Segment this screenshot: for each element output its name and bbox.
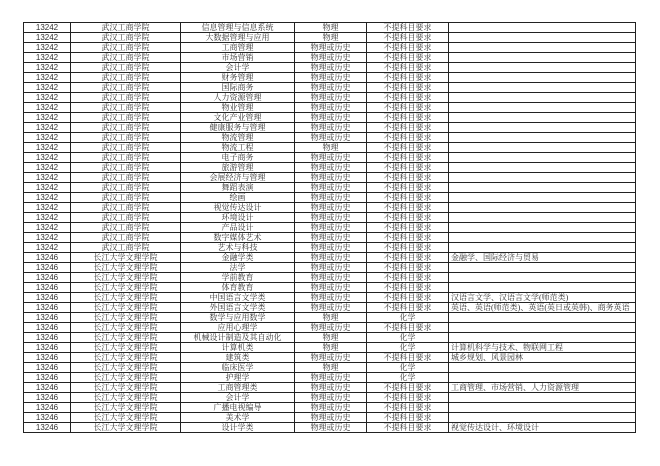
- institution-code-cell: 13242: [24, 223, 71, 233]
- institution-name-cell: 武汉工商学院: [71, 103, 181, 113]
- second-subject-requirement-cell: 不提科目要求: [367, 413, 449, 423]
- second-subject-requirement-cell: 不提科目要求: [367, 63, 449, 73]
- institution-code-cell: 13246: [24, 283, 71, 293]
- table-row: [24, 143, 636, 153]
- major-name-cell: 工商管理: [181, 43, 295, 53]
- major-name-cell: 会展经济与管理: [181, 173, 295, 183]
- institution-code-cell: 13246: [24, 293, 71, 303]
- institution-code-cell: 13246: [24, 363, 71, 373]
- first-subject-requirement-cell: 物理或历史: [295, 353, 367, 363]
- institution-code-cell: 13242: [24, 203, 71, 213]
- institution-code-cell: 13242: [24, 243, 71, 253]
- second-subject-requirement-cell: 不提科目要求: [367, 393, 449, 403]
- institution-code-cell: 13246: [24, 383, 71, 393]
- table-row: [24, 383, 636, 393]
- included-majors-note-cell: [449, 323, 636, 333]
- table-row: [24, 123, 636, 133]
- first-subject-requirement-cell: 物理或历史: [295, 103, 367, 113]
- institution-code-cell: 13242: [24, 153, 71, 163]
- major-name-cell: 会计学: [181, 393, 295, 403]
- first-subject-requirement-cell: 物理或历史: [295, 193, 367, 203]
- institution-name-cell: 长江大学文理学院: [71, 283, 181, 293]
- major-name-cell: 中国语言文学类: [181, 293, 295, 303]
- table-row: [24, 83, 636, 93]
- institution-name-cell: 武汉工商学院: [71, 173, 181, 183]
- first-subject-requirement-cell: 物理或历史: [295, 93, 367, 103]
- second-subject-requirement-cell: 不提科目要求: [367, 23, 449, 33]
- institution-name-cell: 武汉工商学院: [71, 113, 181, 123]
- institution-code-cell: 13242: [24, 133, 71, 143]
- major-name-cell: 计算机类: [181, 343, 295, 353]
- major-name-cell: 物流管理: [181, 133, 295, 143]
- institution-name-cell: 武汉工商学院: [71, 123, 181, 133]
- second-subject-requirement-cell: 不提科目要求: [367, 243, 449, 253]
- included-majors-note-cell: [449, 233, 636, 243]
- second-subject-requirement-cell: 不提科目要求: [367, 73, 449, 83]
- included-majors-note-cell: [449, 183, 636, 193]
- major-name-cell: 艺术与科技: [181, 243, 295, 253]
- included-majors-note-cell: [449, 143, 636, 153]
- major-name-cell: 产品设计: [181, 223, 295, 233]
- first-subject-requirement-cell: 物理或历史: [295, 283, 367, 293]
- included-majors-note-cell: 英语、英语(师范类)、英语(英日或英韩)、商务英语: [449, 303, 636, 313]
- major-name-cell: 市场营销: [181, 53, 295, 63]
- second-subject-requirement-cell: 不提科目要求: [367, 193, 449, 203]
- table-row: [24, 413, 636, 423]
- second-subject-requirement-cell: 不提科目要求: [367, 213, 449, 223]
- institution-code-cell: 13246: [24, 413, 71, 423]
- institution-code-cell: 13246: [24, 333, 71, 343]
- second-subject-requirement-cell: 化学: [367, 363, 449, 373]
- first-subject-requirement-cell: 物理或历史: [295, 303, 367, 313]
- institution-name-cell: 长江大学文理学院: [71, 273, 181, 283]
- institution-code-cell: 13246: [24, 313, 71, 323]
- first-subject-requirement-cell: 物理或历史: [295, 253, 367, 263]
- second-subject-requirement-cell: 不提科目要求: [367, 183, 449, 193]
- major-name-cell: 应用心理学: [181, 323, 295, 333]
- included-majors-note-cell: [449, 63, 636, 73]
- second-subject-requirement-cell: 化学: [367, 333, 449, 343]
- included-majors-note-cell: [449, 153, 636, 163]
- first-subject-requirement-cell: 物理或历史: [295, 153, 367, 163]
- major-name-cell: 美术学: [181, 413, 295, 423]
- institution-name-cell: 武汉工商学院: [71, 233, 181, 243]
- institution-code-cell: 13242: [24, 193, 71, 203]
- first-subject-requirement-cell: 物理或历史: [295, 53, 367, 63]
- first-subject-requirement-cell: 物理或历史: [295, 243, 367, 253]
- second-subject-requirement-cell: 不提科目要求: [367, 423, 449, 433]
- table-row: [24, 43, 636, 53]
- institution-name-cell: 长江大学文理学院: [71, 403, 181, 413]
- second-subject-requirement-cell: 不提科目要求: [367, 103, 449, 113]
- second-subject-requirement-cell: 不提科目要求: [367, 263, 449, 273]
- table-row: [24, 393, 636, 403]
- included-majors-note-cell: [449, 273, 636, 283]
- institution-name-cell: 武汉工商学院: [71, 23, 181, 33]
- first-subject-requirement-cell: 物理: [295, 343, 367, 353]
- institution-code-cell: 13246: [24, 373, 71, 383]
- major-name-cell: 建筑类: [181, 353, 295, 363]
- institution-name-cell: 武汉工商学院: [71, 183, 181, 193]
- institution-code-cell: 13242: [24, 23, 71, 33]
- first-subject-requirement-cell: 物理: [295, 363, 367, 373]
- first-subject-requirement-cell: 物理: [295, 33, 367, 43]
- first-subject-requirement-cell: 物理或历史: [295, 83, 367, 93]
- table-row: [24, 193, 636, 203]
- included-majors-note-cell: [449, 393, 636, 403]
- institution-name-cell: 武汉工商学院: [71, 163, 181, 173]
- institution-name-cell: 长江大学文理学院: [71, 363, 181, 373]
- institution-name-cell: 长江大学文理学院: [71, 303, 181, 313]
- first-subject-requirement-cell: 物理或历史: [295, 223, 367, 233]
- institution-code-cell: 13242: [24, 213, 71, 223]
- major-name-cell: 机械设计制造及其自动化: [181, 333, 295, 343]
- major-name-cell: 设计学类: [181, 423, 295, 433]
- table-row: [24, 153, 636, 163]
- first-subject-requirement-cell: 物理: [295, 23, 367, 33]
- major-name-cell: 信息管理与信息系统: [181, 23, 295, 33]
- second-subject-requirement-cell: 不提科目要求: [367, 113, 449, 123]
- first-subject-requirement-cell: 物理或历史: [295, 393, 367, 403]
- table-row: [24, 133, 636, 143]
- second-subject-requirement-cell: 不提科目要求: [367, 133, 449, 143]
- first-subject-requirement-cell: 物理或历史: [295, 423, 367, 433]
- table-row: [24, 173, 636, 183]
- institution-code-cell: 13242: [24, 33, 71, 43]
- institution-name-cell: 武汉工商学院: [71, 73, 181, 83]
- second-subject-requirement-cell: 化学: [367, 373, 449, 383]
- institution-name-cell: 武汉工商学院: [71, 213, 181, 223]
- major-name-cell: 临床医学: [181, 363, 295, 373]
- included-majors-note-cell: [449, 33, 636, 43]
- major-name-cell: 环境设计: [181, 213, 295, 223]
- table-row: [24, 213, 636, 223]
- institution-code-cell: 13242: [24, 173, 71, 183]
- first-subject-requirement-cell: 物理或历史: [295, 73, 367, 83]
- institution-name-cell: 武汉工商学院: [71, 83, 181, 93]
- first-subject-requirement-cell: 物理或历史: [295, 403, 367, 413]
- first-subject-requirement-cell: 物理或历史: [295, 413, 367, 423]
- major-name-cell: 国际商务: [181, 83, 295, 93]
- second-subject-requirement-cell: 化学: [367, 343, 449, 353]
- included-majors-note-cell: 金融学、国际经济与贸易: [449, 253, 636, 263]
- second-subject-requirement-cell: 不提科目要求: [367, 353, 449, 363]
- included-majors-note-cell: [449, 363, 636, 373]
- major-name-cell: 广播电视编导: [181, 403, 295, 413]
- first-subject-requirement-cell: 物理或历史: [295, 373, 367, 383]
- first-subject-requirement-cell: 物理或历史: [295, 273, 367, 283]
- major-name-cell: 财务管理: [181, 73, 295, 83]
- included-majors-note-cell: [449, 213, 636, 223]
- first-subject-requirement-cell: 物理或历史: [295, 233, 367, 243]
- institution-code-cell: 13246: [24, 353, 71, 363]
- included-majors-note-cell: [449, 263, 636, 273]
- second-subject-requirement-cell: 不提科目要求: [367, 143, 449, 153]
- included-majors-note-cell: [449, 373, 636, 383]
- included-majors-note-cell: 城乡规划、风景园林: [449, 353, 636, 363]
- institution-name-cell: 武汉工商学院: [71, 153, 181, 163]
- second-subject-requirement-cell: 不提科目要求: [367, 223, 449, 233]
- table-row: [24, 253, 636, 263]
- table-row: [24, 293, 636, 303]
- second-subject-requirement-cell: 不提科目要求: [367, 273, 449, 283]
- major-name-cell: 护理学: [181, 373, 295, 383]
- included-majors-note-cell: [449, 193, 636, 203]
- institution-name-cell: 长江大学文理学院: [71, 323, 181, 333]
- institution-name-cell: 长江大学文理学院: [71, 353, 181, 363]
- institution-name-cell: 长江大学文理学院: [71, 253, 181, 263]
- major-name-cell: 学前教育: [181, 273, 295, 283]
- institution-name-cell: 武汉工商学院: [71, 33, 181, 43]
- institution-code-cell: 13246: [24, 303, 71, 313]
- included-majors-note-cell: [449, 223, 636, 233]
- table-row: [24, 53, 636, 63]
- table-row: [24, 33, 636, 43]
- first-subject-requirement-cell: 物理或历史: [295, 203, 367, 213]
- institution-code-cell: 13246: [24, 343, 71, 353]
- institution-code-cell: 13246: [24, 393, 71, 403]
- institution-code-cell: 13242: [24, 53, 71, 63]
- included-majors-note-cell: 计算机科学与技术、物联网工程: [449, 343, 636, 353]
- table-row: [24, 403, 636, 413]
- major-name-cell: 会计学: [181, 63, 295, 73]
- included-majors-note-cell: [449, 83, 636, 93]
- second-subject-requirement-cell: 不提科目要求: [367, 323, 449, 333]
- table-row: [24, 323, 636, 333]
- institution-code-cell: 13242: [24, 233, 71, 243]
- table-row: [24, 353, 636, 363]
- institution-name-cell: 武汉工商学院: [71, 63, 181, 73]
- table-body: [24, 23, 636, 433]
- table-row: [24, 273, 636, 283]
- institution-code-cell: 13242: [24, 163, 71, 173]
- table-row: [24, 23, 636, 33]
- included-majors-note-cell: [449, 73, 636, 83]
- first-subject-requirement-cell: 物理: [295, 143, 367, 153]
- second-subject-requirement-cell: 不提科目要求: [367, 203, 449, 213]
- institution-code-cell: 13246: [24, 323, 71, 333]
- included-majors-note-cell: [449, 313, 636, 323]
- included-majors-note-cell: [449, 133, 636, 143]
- second-subject-requirement-cell: 不提科目要求: [367, 163, 449, 173]
- second-subject-requirement-cell: 不提科目要求: [367, 43, 449, 53]
- included-majors-note-cell: [449, 203, 636, 213]
- first-subject-requirement-cell: 物理或历史: [295, 263, 367, 273]
- second-subject-requirement-cell: 不提科目要求: [367, 83, 449, 93]
- institution-name-cell: 武汉工商学院: [71, 243, 181, 253]
- institution-code-cell: 13242: [24, 83, 71, 93]
- first-subject-requirement-cell: 物理或历史: [295, 183, 367, 193]
- institution-name-cell: 武汉工商学院: [71, 203, 181, 213]
- table-row: [24, 243, 636, 253]
- major-name-cell: 大数据管理与应用: [181, 33, 295, 43]
- second-subject-requirement-cell: 不提科目要求: [367, 293, 449, 303]
- included-majors-note-cell: 汉语言文学、汉语言文学(师范类): [449, 293, 636, 303]
- major-name-cell: 视觉传达设计: [181, 203, 295, 213]
- major-name-cell: 电子商务: [181, 153, 295, 163]
- included-majors-note-cell: [449, 333, 636, 343]
- second-subject-requirement-cell: 不提科目要求: [367, 303, 449, 313]
- major-name-cell: 工商管理类: [181, 383, 295, 393]
- major-name-cell: 金融学类: [181, 253, 295, 263]
- table-row: [24, 373, 636, 383]
- table-row: [24, 203, 636, 213]
- major-name-cell: 物流工程: [181, 143, 295, 153]
- first-subject-requirement-cell: 物理: [295, 313, 367, 323]
- institution-name-cell: 长江大学文理学院: [71, 393, 181, 403]
- second-subject-requirement-cell: 不提科目要求: [367, 403, 449, 413]
- institution-name-cell: 武汉工商学院: [71, 133, 181, 143]
- included-majors-note-cell: [449, 403, 636, 413]
- major-name-cell: 人力资源管理: [181, 93, 295, 103]
- institution-code-cell: 13242: [24, 93, 71, 103]
- included-majors-note-cell: [449, 163, 636, 173]
- second-subject-requirement-cell: 不提科目要求: [367, 53, 449, 63]
- major-name-cell: 物业管理: [181, 103, 295, 113]
- first-subject-requirement-cell: 物理或历史: [295, 63, 367, 73]
- institution-name-cell: 长江大学文理学院: [71, 343, 181, 353]
- institution-name-cell: 长江大学文理学院: [71, 373, 181, 383]
- institution-name-cell: 长江大学文理学院: [71, 423, 181, 433]
- institution-code-cell: 13242: [24, 73, 71, 83]
- table-row: [24, 73, 636, 83]
- first-subject-requirement-cell: 物理或历史: [295, 123, 367, 133]
- first-subject-requirement-cell: 物理或历史: [295, 113, 367, 123]
- institution-code-cell: 13246: [24, 273, 71, 283]
- table-row: [24, 423, 636, 433]
- institution-code-cell: 13246: [24, 423, 71, 433]
- institution-code-cell: 13242: [24, 183, 71, 193]
- institution-code-cell: 13246: [24, 403, 71, 413]
- subject-requirements-table: [23, 22, 636, 433]
- first-subject-requirement-cell: 物理或历史: [295, 163, 367, 173]
- first-subject-requirement-cell: 物理或历史: [295, 173, 367, 183]
- second-subject-requirement-cell: 不提科目要求: [367, 93, 449, 103]
- institution-code-cell: 13242: [24, 113, 71, 123]
- major-name-cell: 舞蹈表演: [181, 183, 295, 193]
- table-row: [24, 163, 636, 173]
- first-subject-requirement-cell: 物理: [295, 333, 367, 343]
- table-row: [24, 263, 636, 273]
- institution-name-cell: 武汉工商学院: [71, 223, 181, 233]
- institution-name-cell: 长江大学文理学院: [71, 333, 181, 343]
- second-subject-requirement-cell: 不提科目要求: [367, 33, 449, 43]
- institution-name-cell: 长江大学文理学院: [71, 383, 181, 393]
- included-majors-note-cell: [449, 53, 636, 63]
- included-majors-note-cell: [449, 23, 636, 33]
- institution-name-cell: 武汉工商学院: [71, 143, 181, 153]
- major-name-cell: 绘画: [181, 193, 295, 203]
- institution-code-cell: 13242: [24, 103, 71, 113]
- table-row: [24, 313, 636, 323]
- second-subject-requirement-cell: 不提科目要求: [367, 253, 449, 263]
- included-majors-note-cell: 视觉传达设计、环境设计: [449, 423, 636, 433]
- first-subject-requirement-cell: 物理或历史: [295, 293, 367, 303]
- institution-name-cell: 长江大学文理学院: [71, 313, 181, 323]
- included-majors-note-cell: 工商管理、市场营销、人力资源管理: [449, 383, 636, 393]
- table-row: [24, 103, 636, 113]
- first-subject-requirement-cell: 物理或历史: [295, 133, 367, 143]
- table-row: [24, 343, 636, 353]
- second-subject-requirement-cell: 不提科目要求: [367, 173, 449, 183]
- institution-code-cell: 13246: [24, 253, 71, 263]
- table-row: [24, 183, 636, 193]
- institution-name-cell: 武汉工商学院: [71, 53, 181, 63]
- table-row: [24, 223, 636, 233]
- second-subject-requirement-cell: 不提科目要求: [367, 283, 449, 293]
- table-row: [24, 283, 636, 293]
- institution-code-cell: 13242: [24, 43, 71, 53]
- included-majors-note-cell: [449, 243, 636, 253]
- included-majors-note-cell: [449, 43, 636, 53]
- second-subject-requirement-cell: 不提科目要求: [367, 153, 449, 163]
- major-name-cell: 数字媒体艺术: [181, 233, 295, 243]
- major-name-cell: 数学与应用数学: [181, 313, 295, 323]
- major-name-cell: 法学: [181, 263, 295, 273]
- institution-name-cell: 长江大学文理学院: [71, 413, 181, 423]
- second-subject-requirement-cell: 化学: [367, 313, 449, 323]
- institution-code-cell: 13242: [24, 123, 71, 133]
- major-name-cell: 旅游管理: [181, 163, 295, 173]
- institution-code-cell: 13246: [24, 263, 71, 273]
- first-subject-requirement-cell: 物理或历史: [295, 383, 367, 393]
- table-row: [24, 63, 636, 73]
- institution-name-cell: 长江大学文理学院: [71, 293, 181, 303]
- table-row: [24, 113, 636, 123]
- included-majors-note-cell: [449, 93, 636, 103]
- included-majors-note-cell: [449, 103, 636, 113]
- major-name-cell: 体育教育: [181, 283, 295, 293]
- table-row: [24, 233, 636, 243]
- institution-name-cell: 长江大学文理学院: [71, 263, 181, 273]
- institution-code-cell: 13242: [24, 143, 71, 153]
- major-name-cell: 文化产业管理: [181, 113, 295, 123]
- included-majors-note-cell: [449, 123, 636, 133]
- included-majors-note-cell: [449, 283, 636, 293]
- institution-code-cell: 13242: [24, 63, 71, 73]
- second-subject-requirement-cell: 不提科目要求: [367, 233, 449, 243]
- included-majors-note-cell: [449, 113, 636, 123]
- table-row: [24, 333, 636, 343]
- first-subject-requirement-cell: 物理或历史: [295, 213, 367, 223]
- institution-name-cell: 武汉工商学院: [71, 93, 181, 103]
- second-subject-requirement-cell: 不提科目要求: [367, 383, 449, 393]
- table-row: [24, 363, 636, 373]
- institution-name-cell: 武汉工商学院: [71, 43, 181, 53]
- major-name-cell: 健康服务与管理: [181, 123, 295, 133]
- major-name-cell: 外国语言文学类: [181, 303, 295, 313]
- first-subject-requirement-cell: 物理或历史: [295, 323, 367, 333]
- table-row: [24, 93, 636, 103]
- second-subject-requirement-cell: 不提科目要求: [367, 123, 449, 133]
- included-majors-note-cell: [449, 413, 636, 423]
- table-row: [24, 303, 636, 313]
- institution-name-cell: 武汉工商学院: [71, 193, 181, 203]
- first-subject-requirement-cell: 物理或历史: [295, 43, 367, 53]
- included-majors-note-cell: [449, 173, 636, 183]
